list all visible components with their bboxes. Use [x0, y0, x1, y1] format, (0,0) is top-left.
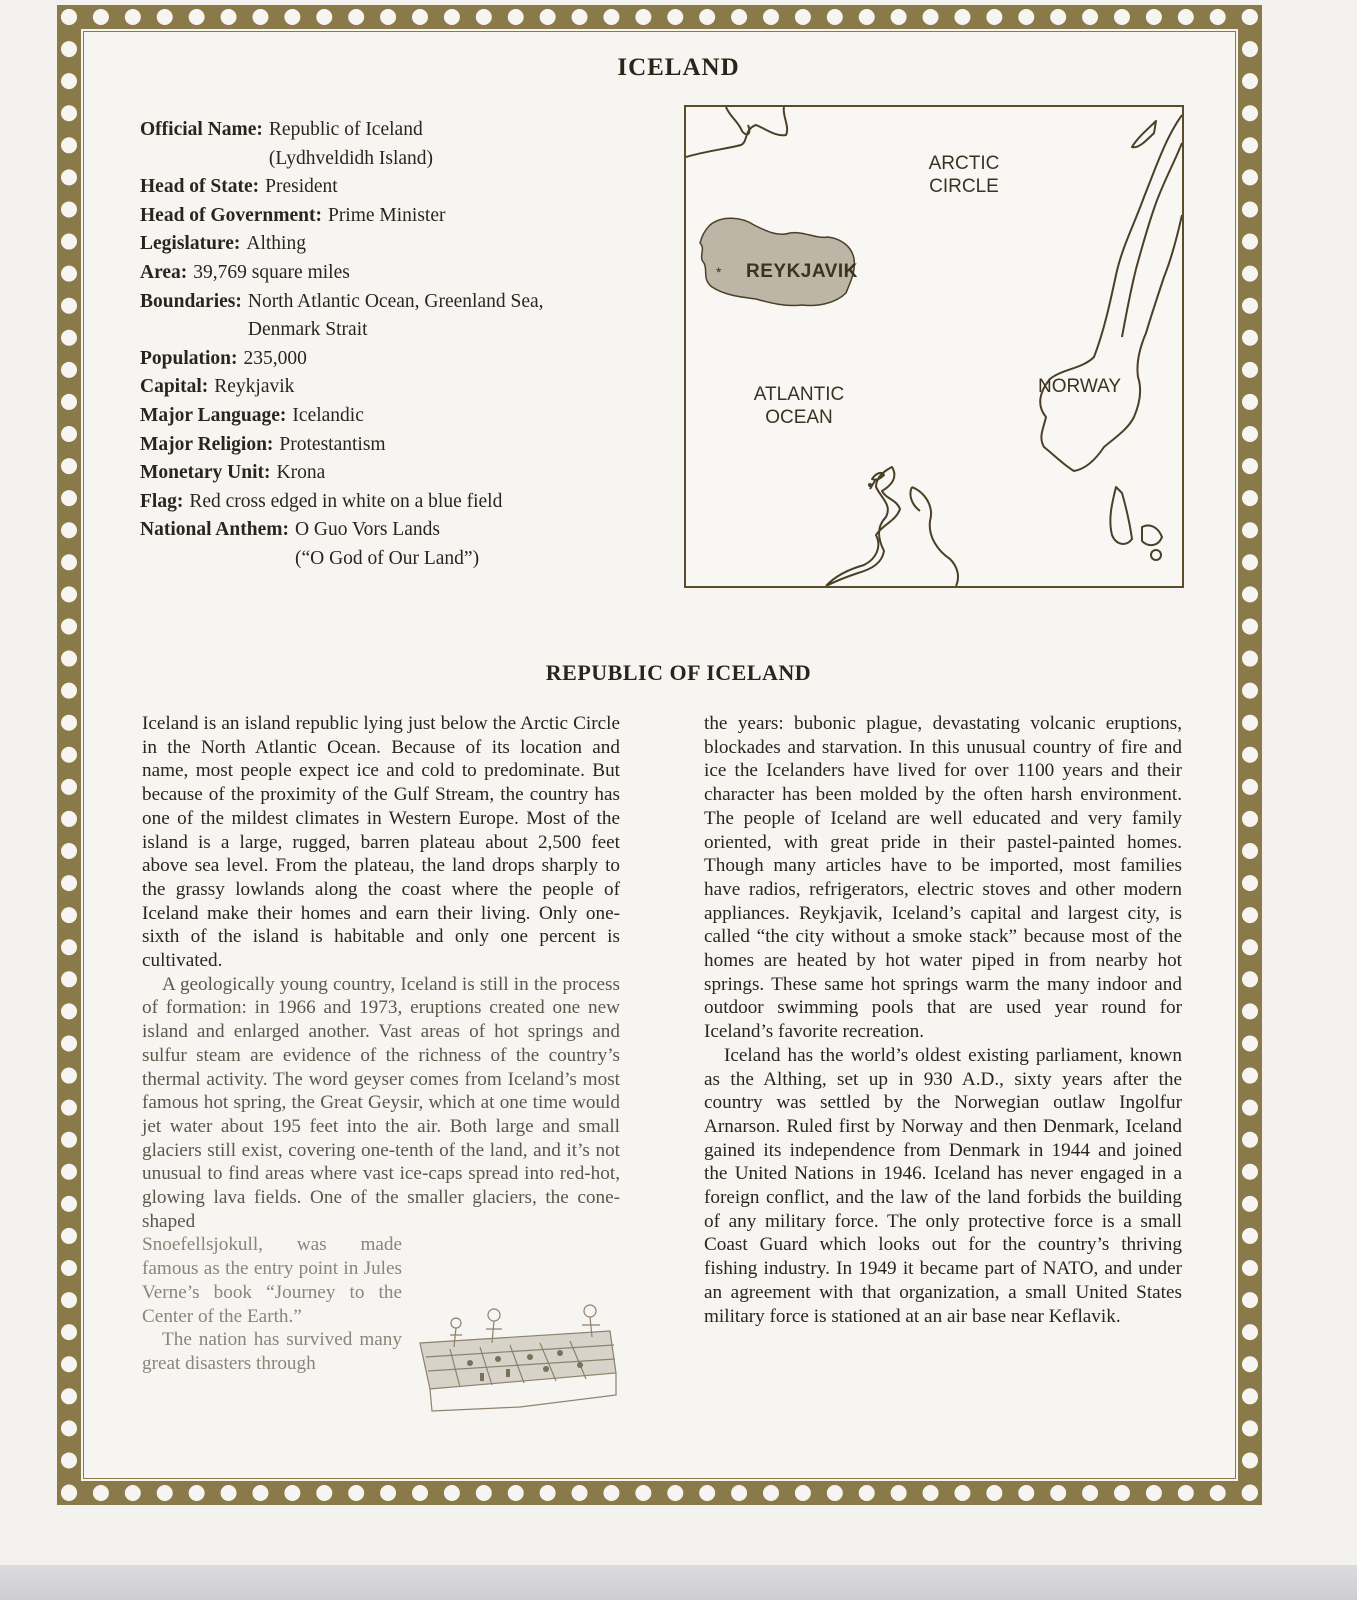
fact-value: Prime Minister	[327, 204, 446, 226]
fact-value: Republic of Iceland	[268, 119, 423, 140]
fact-label: Major Religion:	[140, 433, 274, 455]
fact-national-anthem	[140, 516, 650, 573]
fact-label: Head of Government:	[140, 204, 322, 226]
map-label-reykjavik: REYKJAVIK	[746, 261, 858, 282]
greenland-inlet	[726, 107, 749, 134]
fact-label: Major Language:	[140, 404, 287, 426]
map-label-norway: NORWAY	[1038, 376, 1122, 397]
paragraph: The nation has survived many great disasters through	[142, 1329, 402, 1374]
fact-head-of-state	[140, 173, 650, 202]
map-label-arctic-circle: ARCTIC CIRCLE	[928, 153, 1000, 197]
sweden-line	[1122, 143, 1182, 337]
fact-value: Althing	[246, 233, 306, 255]
fact-label: National Anthem:	[140, 519, 289, 541]
fact-major-language	[140, 402, 650, 431]
paragraph: Iceland has the world’s oldest existing parliament, known as the Althing, set up in 930 A.D., sixty years after the country was settled by the Norwegian outlaw Ingolfur Arnarson. Ruled first by Norway and then Denmark, Iceland gained its independence from Denmark in 1944 and joined the United Nations in 1946. Iceland has never engaged in a foreign conflict, and the law of the land forbids the building of any military force. The only protective force is a small Coast Guard which looks out for the country’s thriving fishing industry. In 1949 it became part of NATO, and under an agreement with that organization, a small United States military force is stationed at an air base near Keflavik.	[704, 1044, 1182, 1327]
fact-value: Krona	[276, 462, 326, 484]
fact-value: Reykjavik	[214, 376, 295, 398]
fact-value: Protestantism	[279, 433, 386, 455]
fact-value: Red cross edged in white on a blue field	[189, 490, 503, 512]
fact-flag	[140, 488, 650, 517]
fact-legislature	[140, 230, 650, 259]
norway-coast	[1040, 115, 1182, 471]
fact-label: Legislature:	[140, 233, 241, 255]
fact-value-cont: (“O God of Our Land”)	[294, 547, 480, 569]
fact-head-of-government	[140, 202, 650, 231]
british-isles	[826, 467, 900, 586]
fact-value: 235,000	[243, 347, 307, 369]
danish-islands	[1142, 525, 1162, 545]
fact-official-name	[140, 116, 650, 173]
fact-value-cont: (Lydhveldidh Island)	[268, 147, 434, 169]
paragraph: A geologically young country, Iceland is still in the process of formation: in 1966 and 1973, eruptions created one new island and enlarged another. Vast areas of hot springs and sulfur steam are evidence of the richness of the country’s thermal activity. The word geyser comes from Iceland’s most famous hot spring, the Great Geysir, which at one time would jet water about 195 feet into the air. Both large and small glaciers still exist, covering one-tenth of the land, and it’s not unusual to find areas where vast ice-caps spread into red-hot, glowing lava fields. One of the smaller glaciers, the cone-shaped	[142, 973, 620, 1232]
fact-value: North Atlantic Ocean, Greenland Sea,	[247, 290, 544, 312]
fact-label: Capital:	[140, 376, 209, 398]
paragraph: the years: bubonic plague, devastating volcanic eruptions, blockades and starvation. In this unusual country of fire and ice the Icelanders have lived for over 1100 years and their character has been molded by the often harsh environment. The people of Iceland are well educated and very family oriented, with great pride in their pastel-painted homes. Though many articles have to be imported, most families have radios, refrigerators, electric stoves and other modern appliances. Reykjavik, Iceland’s capital and largest city, is called “the city without a smoke stack” because most of the homes are heated by hot water piped in from nearby hot springs. These same hot springs warm the many indoor and outdoor swimming pools that are used year round for Iceland’s favorite recreation.	[704, 713, 1182, 1043]
paragraph: Snoefellsjokull, was made famous as the entry point in Jules Verne’s book “Journey to the Center of the Earth.”	[142, 1234, 402, 1327]
fact-population	[140, 345, 650, 374]
article-column-right	[704, 712, 1182, 1328]
section-title: REPUBLIC OF ICELAND	[545, 660, 812, 685]
reykjavik-marker: *	[716, 264, 722, 280]
scan-edge	[0, 1565, 1357, 1600]
fact-label: Population:	[140, 347, 238, 369]
north-isles	[872, 473, 884, 480]
fact-label: Official Name:	[140, 119, 263, 140]
article-column-left	[142, 712, 620, 1376]
scotland-coast	[912, 487, 958, 586]
fact-value: Icelandic	[292, 404, 364, 426]
fact-major-religion	[140, 431, 650, 460]
region-map	[684, 105, 1184, 588]
fact-label: Monetary Unit:	[140, 462, 271, 484]
fact-value: 39,769 square miles	[193, 261, 350, 283]
fact-value: O Guo Vors Lands	[294, 519, 440, 541]
islands-north	[1132, 121, 1156, 147]
denmark	[1110, 487, 1132, 544]
map-label-atlantic-ocean: ATLANTIC OCEAN	[753, 384, 845, 428]
page-title: ICELAND	[617, 54, 740, 81]
fact-capital	[140, 373, 650, 402]
fact-value: President	[265, 176, 338, 198]
fact-monetary-unit	[140, 459, 650, 488]
greenland-coast	[686, 107, 787, 157]
fact-area	[140, 259, 650, 288]
fact-label: Boundaries:	[140, 290, 242, 312]
chess-players-illustration	[410, 1303, 620, 1415]
fact-boundaries	[140, 288, 650, 345]
paragraph: Iceland is an island republic lying just below the Arctic Circle in the North Atlantic Ocean. Because of its location and name, most people expect ice and cold to predominate. But because of the proximity of the Gulf Stream, the country has one of the mildest climates in Western Europe. Most of the island is a large, rugged, barren plateau about 2,500 feet above sea level. From the plateau, the land drops sharply to the grassy lowlands along the coast where the people of Iceland make their homes and earn their living. Only one-sixth of the island is habitable and only one percent is cultivated.	[142, 713, 620, 972]
fact-label: Head of State:	[140, 176, 260, 198]
fact-sheet	[140, 116, 650, 574]
fact-label: Area:	[140, 261, 188, 283]
fact-label: Flag:	[140, 490, 184, 512]
fact-value-cont: Denmark Strait	[247, 319, 368, 341]
